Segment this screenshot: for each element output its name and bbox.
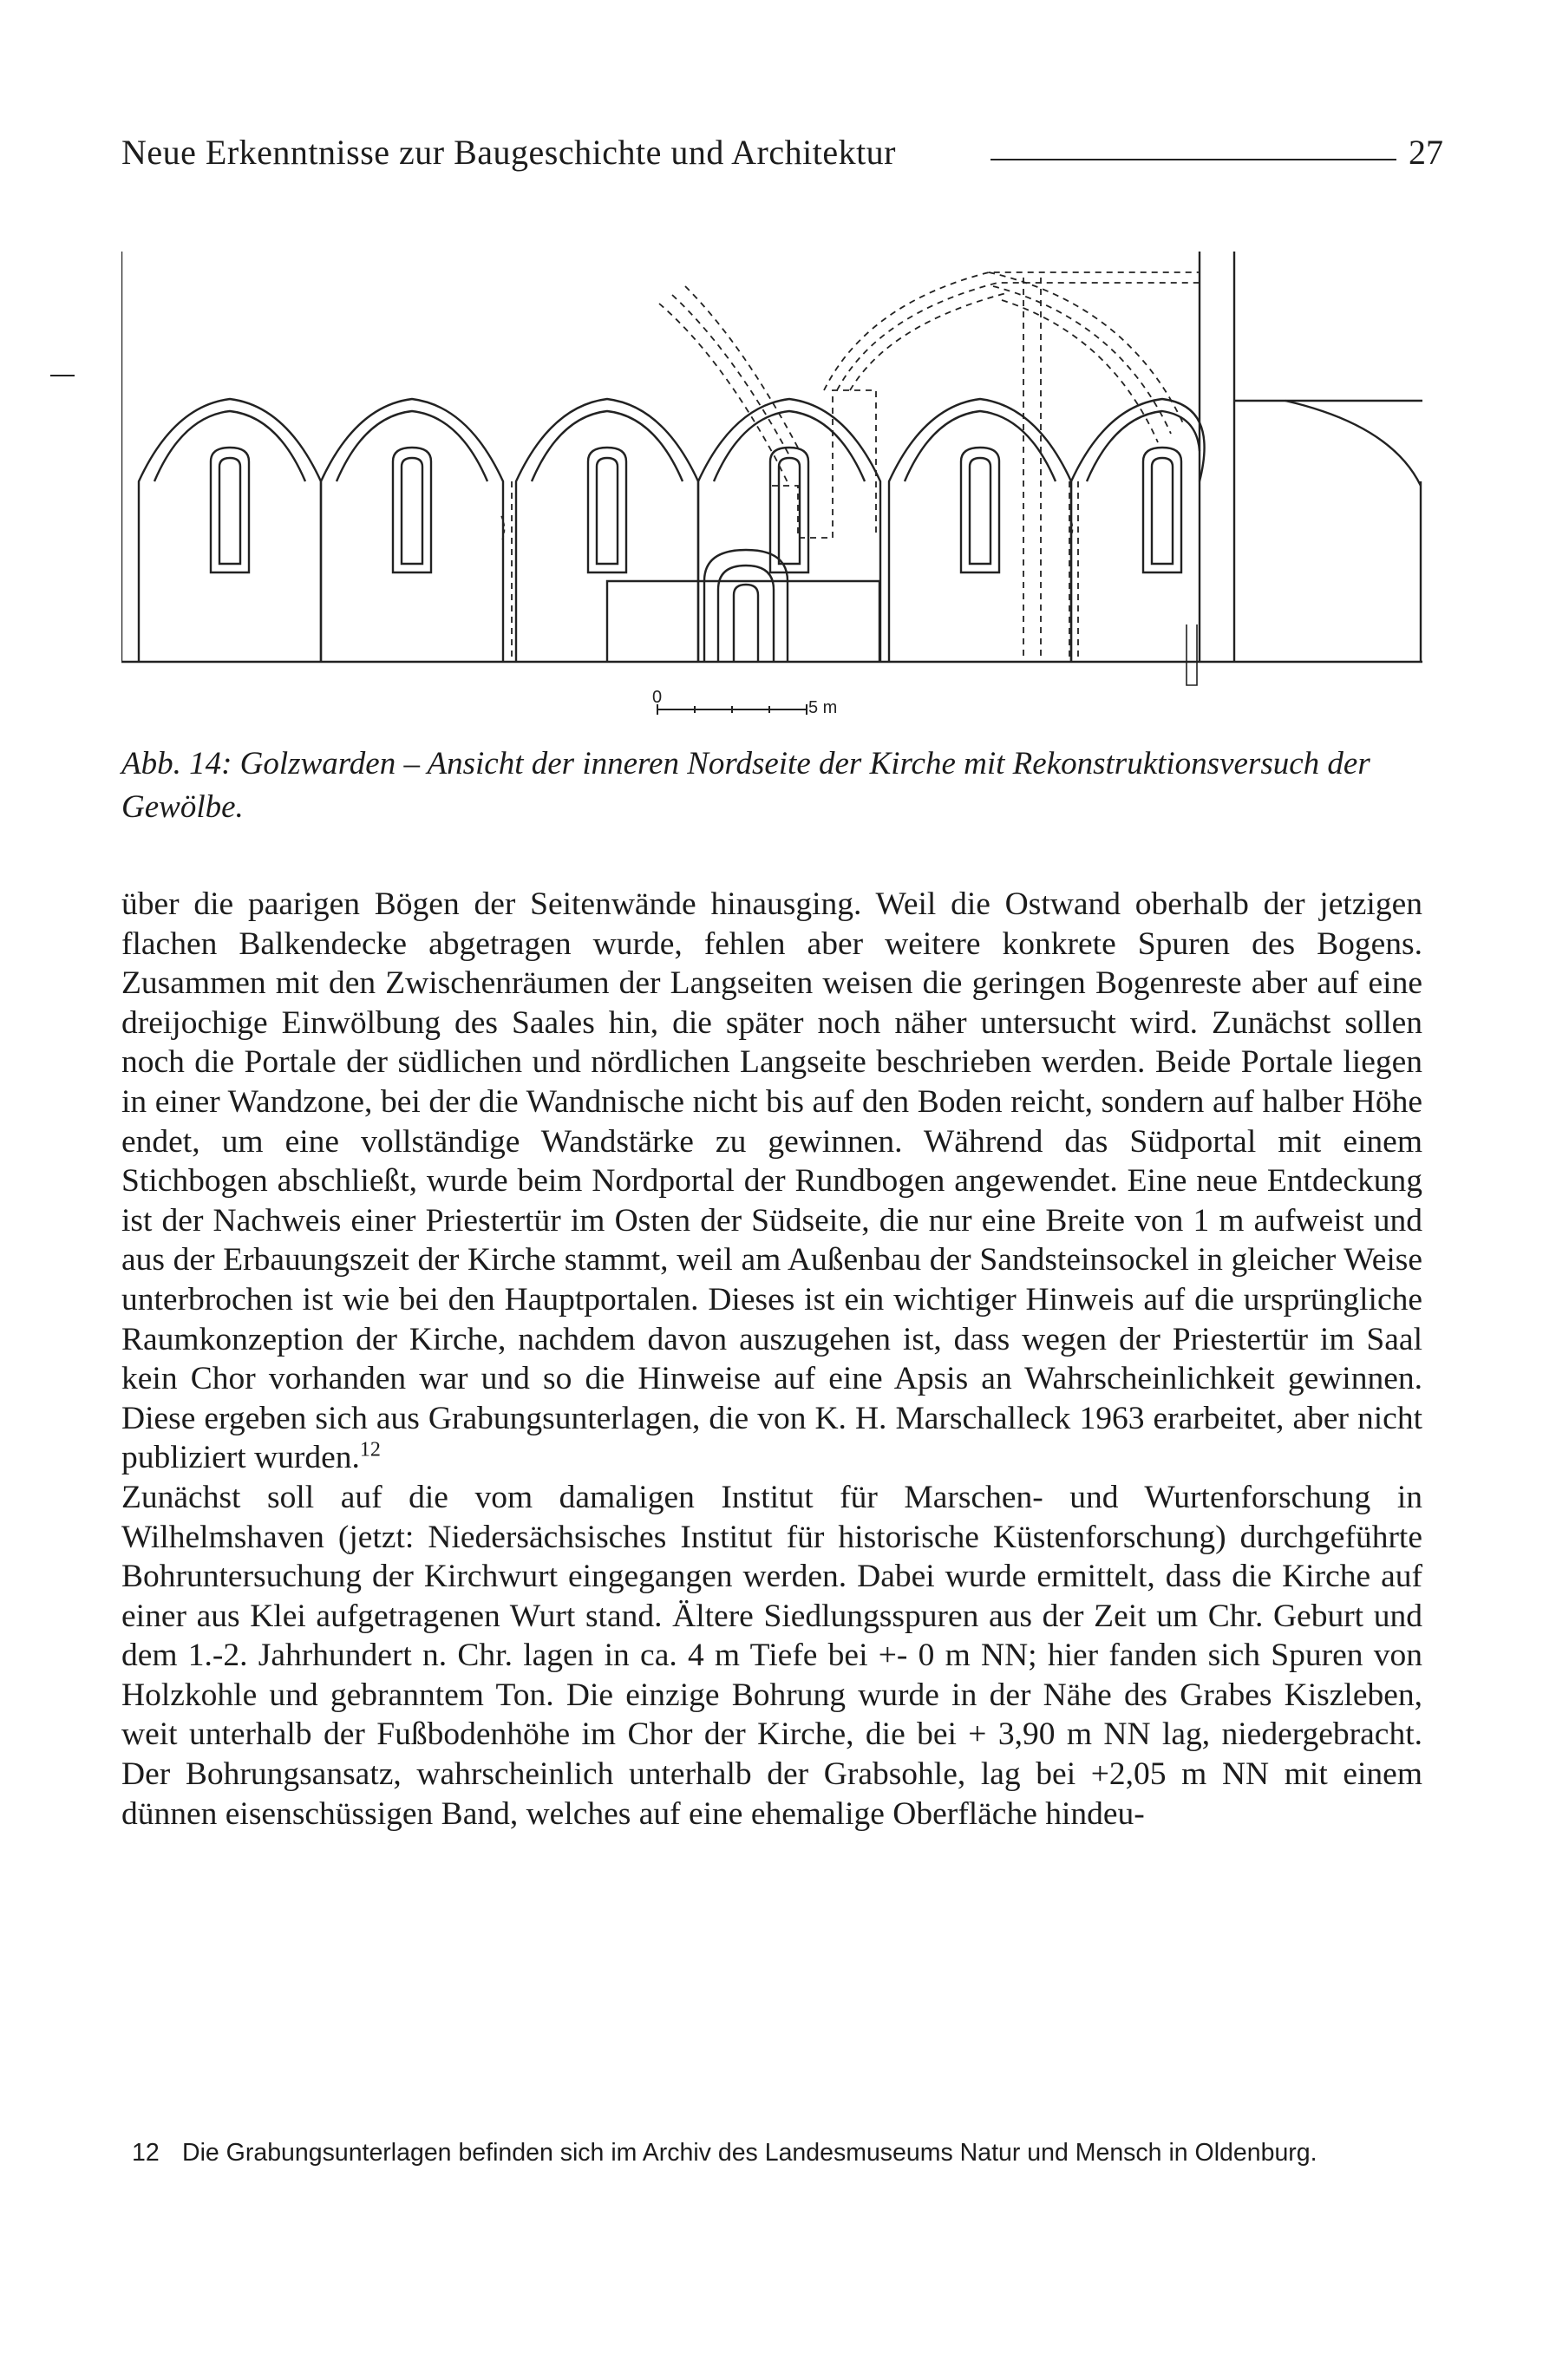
window-3 — [588, 448, 626, 572]
scale-label: 5 m — [808, 698, 838, 717]
niche-4 — [698, 399, 880, 662]
running-title: Neue Erkenntnisse zur Baugeschichte und Architektur — [121, 133, 896, 172]
page-number: 27 — [1409, 133, 1443, 172]
figure-caption: Abb. 14: Golzwarden – Ansicht der inneren Nordseite der Kirche mit Rekonstruktionsversuch der Gewölbe. — [121, 746, 1370, 825]
paragraph-1 — [121, 885, 1422, 1478]
header-rule — [990, 159, 1396, 160]
north-portal — [704, 550, 788, 662]
paragraph-2: Zunächst soll auf die vom damaligen Institut für Marschen- und Wurtenforschung in Wilhelmshaven (jetzt: Niedersächsisches Institut für historische Küstenforschung) durchgeführte Bohruntersuchung der Kirchwurt eingegangen werden. Dabei wurde ermittelt, dass die Kirche auf einer aus Klei aufgetragenen Wurt stand. Ältere Siedlungsspuren aus der Zeit um Chr. Geburt und dem 1.-2. Jahrhundert n. Chr. lagen in ca. 4 m Tiefe bei +- 0 m NN; hier fanden sich Spuren von Holzkohle und gebranntem Ton. Die einzige Bohrung wurde in der Nähe des Grabes Kiszleben, weit unterhalb der Fußbodenhöhe im Chor der Kirche, die bei + 3,90 m NN lag, niedergebracht. Der Bohrungsansatz, wahrscheinlich unterhalb der Grabsohle, lag bei +2,05 m NN mit einem dünnen eisenschüssigen Band, welches auf eine ehemalige Oberfläche hindeu- — [121, 1479, 1422, 1832]
niche-5 — [889, 399, 1071, 662]
window-5 — [961, 448, 999, 572]
scale-zero: 0 — [652, 688, 663, 707]
paragraph-1-text: über die paarigen Bögen der Seitenwände hinausging. Weil die Ostwand oberhalb der jetzigen flachen Balkendecke abgetragen wurde, fehlen aber weitere konkrete Spuren des Bogens. Zusammen mit den Zwischenräumen der Langseiten weisen die geringen Bogenreste aber auf eine dreijochige Einwölbung des Saales hin, die später noch näher untersucht wird. Zunächst sollen noch die Portale der südlichen und nördlichen Langseite beschrieben werden. Beide Portale liegen in einer Wandzone, bei der die Wandnische nicht bis auf den Boden reicht, sondern auf halber Höhe endet, um eine vollständige Wandstärke zu gewinnen. Während das Südportal mit einem Stichbogen abschließt, wurde beim Nordportal der Rundbogen angewendet. Eine neue Entdeckung ist der Nachweis einer Priestertür im Osten der Südseite, die nur eine Breite von 1 m aufweist und aus der Erbauungszeit der Kirche stammt, weil am Außenbau der Sandsteinsockel in gleicher Weise unterbrochen ist wie bei den Hauptportalen. Dieses ist ein wichtiger Hinweis auf die ursprüngliche Raumkonzeption der Kirche, nachdem davon auszugehen ist, dass wegen der Priestertür im Saal kein Chor vorhanden war und so die Hinweise auf eine Apsis an Wahrscheinlichkeit gewinnen. Diese ergeben sich aus Grabungsunterlagen, die von K. H. Marschalleck 1963 erarbeitet, aber nicht publiziert wurden. — [121, 886, 1422, 1476]
footnote-number: 12 — [132, 2139, 160, 2167]
footnote-reference: 12 — [359, 1438, 381, 1461]
niche-6 — [1071, 399, 1205, 662]
window-1 — [211, 448, 249, 572]
body-text — [121, 885, 1422, 1834]
elevation-drawing — [121, 252, 1422, 737]
margin-mark — [50, 375, 75, 376]
window-4 — [770, 448, 808, 572]
niche-1 — [139, 399, 321, 662]
footnote-text: Die Grabungsunterlagen befinden sich im Archiv des Landesmuseums Natur und Mensch in Oldenburg. — [182, 2139, 1317, 2167]
east-arch — [1285, 401, 1421, 486]
window-2 — [393, 448, 431, 572]
niche-2 — [321, 399, 503, 662]
running-header — [121, 132, 1443, 184]
portal-zone — [607, 581, 879, 662]
window-6 — [1143, 448, 1181, 572]
